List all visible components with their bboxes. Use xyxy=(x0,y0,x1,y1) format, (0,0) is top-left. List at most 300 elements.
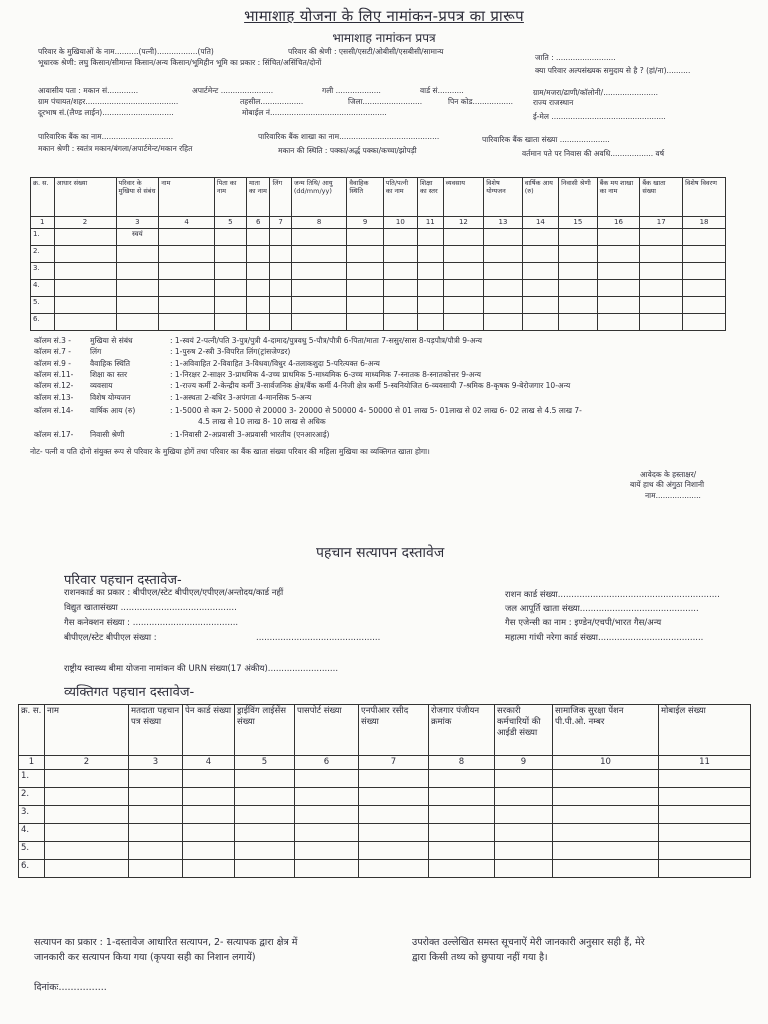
legend-codes: : 1-अस्थता 2-बधिर 3-अपंगता 4-मानसिक 5-अन्य xyxy=(170,393,312,402)
table-cell[interactable] xyxy=(270,314,291,331)
table-cell[interactable] xyxy=(484,263,522,280)
table-cell[interactable] xyxy=(116,280,159,297)
col-header: लिंग xyxy=(270,178,291,217)
row-number: 4. xyxy=(19,824,45,842)
col-number: 11 xyxy=(417,217,443,229)
table-cell[interactable] xyxy=(295,860,359,878)
table-cell[interactable] xyxy=(291,280,347,297)
col-number: 11 xyxy=(659,756,751,770)
table-cell[interactable] xyxy=(116,263,159,280)
row-number: 1. xyxy=(31,229,55,246)
table-cell[interactable] xyxy=(54,263,116,280)
legend-field-name: व्यवसाय xyxy=(90,381,113,390)
table-cell[interactable] xyxy=(159,263,215,280)
col-number: 13 xyxy=(484,217,522,229)
tehsil-field[interactable]: तहसील.................. xyxy=(240,97,304,106)
table-cell[interactable] xyxy=(597,229,640,246)
table-cell[interactable] xyxy=(45,842,129,860)
legend-column: कॉलम सं.13- xyxy=(34,393,74,402)
table-cell[interactable] xyxy=(359,770,429,788)
col-header: सामाजिक सुरक्षा पेंशन पी.पी.ओ. नम्बर xyxy=(553,705,659,756)
legend-column: कॉलम सं.12- xyxy=(34,381,74,390)
table-cell[interactable] xyxy=(553,860,659,878)
table-cell[interactable] xyxy=(129,824,183,842)
table-cell[interactable] xyxy=(246,229,270,246)
col-number: 10 xyxy=(553,756,659,770)
water-account-field[interactable]: जल आपूर्ति खाता संख्या............................................ xyxy=(505,604,699,614)
table-row xyxy=(19,806,751,824)
table-cell[interactable] xyxy=(270,297,291,314)
table-cell[interactable] xyxy=(295,806,359,824)
table-cell[interactable] xyxy=(183,806,235,824)
state-field: राज्य राजस्थान xyxy=(533,98,574,107)
table-cell[interactable] xyxy=(347,263,383,280)
table-row xyxy=(31,229,726,246)
table-cell[interactable] xyxy=(45,860,129,878)
table-cell[interactable] xyxy=(484,229,522,246)
table-cell[interactable] xyxy=(659,806,751,824)
legend-codes: : 1-स्वयं 2-पत्नी/पति 3-पुत्र/पुत्री 4-दामाद/पुत्रवधु 5-पौत्र/पौत्री 6-पिता/माता 7-ससुर/सास 8-पड़पौत्र/पौत्री 9-अन्य xyxy=(170,336,482,345)
table-cell[interactable] xyxy=(383,297,417,314)
legend-field-name: विशेष योग्यजन xyxy=(90,393,131,402)
personal-docs-table xyxy=(18,704,751,878)
legend-field-name: वैवाहिक स्थिति xyxy=(90,359,131,368)
table-cell[interactable] xyxy=(659,788,751,806)
ration-card-type-field[interactable]: राशनकार्ड का प्रकार : बीपीएल/स्टेट बीपीएल/एपीएल/अन्तोदय/कार्ड नहीं xyxy=(64,588,284,598)
table-cell[interactable] xyxy=(522,280,558,297)
table-cell[interactable] xyxy=(270,263,291,280)
landholder-category-field[interactable]: भूधारक श्रेणी: लघु किसान/सीमान्त किसान/अन्य किसान/भूमिहीन भूमि का प्रकार : सिंचित/असिंचित/दोनों xyxy=(38,58,322,67)
col-number: 7 xyxy=(359,756,429,770)
declaration-text-2: द्वारा किसी तथ्य को छुपाया नहीं गया है। xyxy=(412,952,548,963)
verification-type-text: सत्यापन का प्रकार : 1-दस्तावेज आधारित सत्यापन, 2- सत्यापक द्वारा क्षेत्र में xyxy=(34,937,298,948)
table-cell[interactable] xyxy=(659,824,751,842)
table-cell[interactable] xyxy=(683,297,726,314)
table-cell[interactable] xyxy=(159,314,215,331)
table-cell[interactable] xyxy=(291,297,347,314)
table-cell[interactable] xyxy=(522,314,558,331)
table-cell[interactable] xyxy=(183,770,235,788)
table-cell[interactable] xyxy=(443,314,484,331)
verification-type-text-2: जानकारी कर सत्यापन किया गया (कृपया सही का निशान लगायें) xyxy=(34,952,256,963)
table-cell[interactable] xyxy=(214,263,246,280)
col-header: एनपीआर रसीद संख्या xyxy=(359,705,429,756)
table-cell[interactable] xyxy=(235,770,295,788)
declaration-text: उपरोक्त उल्लेखित समस्त सूचनाऐं मेरी जानकारी अनुसार सही हैं, मेरे xyxy=(412,937,645,948)
table-cell[interactable] xyxy=(45,770,129,788)
legend-column: कॉलम सं.17- xyxy=(34,430,74,439)
table-cell[interactable] xyxy=(347,229,383,246)
thumbprint-label: बायें हाथ की अंगुठा निशानी xyxy=(630,480,705,489)
gas-connection-field[interactable]: गैस कनेक्शन संख्या : ....................................... xyxy=(64,618,239,628)
table-cell[interactable] xyxy=(559,246,597,263)
table-header-row xyxy=(31,178,726,217)
col-header: निवासी श्रेणी xyxy=(559,178,597,217)
table-cell[interactable] xyxy=(683,263,726,280)
table-cell[interactable] xyxy=(640,263,683,280)
date-field[interactable]: दिनांकः................ xyxy=(34,982,107,993)
table-cell[interactable] xyxy=(553,824,659,842)
table-cell[interactable] xyxy=(54,246,116,263)
table-cell[interactable] xyxy=(270,280,291,297)
table-row xyxy=(31,246,726,263)
col-number: 7 xyxy=(270,217,291,229)
rsby-urn-field[interactable]: राष्ट्रीय स्वास्थ्य बीमा योजना नामांकन की URN संख्या(17 अंकीय).......................... xyxy=(64,664,339,674)
table-cell[interactable] xyxy=(183,842,235,860)
ration-card-number-field[interactable]: राशन कार्ड संख्या............................................................ xyxy=(505,590,720,600)
house-number-field[interactable]: आवासीय पता : मकान सं............. xyxy=(38,86,139,95)
row-number: 5. xyxy=(19,842,45,860)
legend-field-name: वार्षिक आय (रु) xyxy=(90,406,136,415)
col-number: 14 xyxy=(522,217,558,229)
col-header: विशेष योग्यजन xyxy=(484,178,522,217)
table-cell[interactable] xyxy=(235,824,295,842)
panchayat-field[interactable]: ग्राम पंचायत/शहर....................................... xyxy=(38,97,179,106)
col-header: जन्म तिथि/ आयु (dd/mm/yy) xyxy=(291,178,347,217)
table-cell[interactable] xyxy=(522,297,558,314)
house-condition-field[interactable]: मकान की स्थिति : पक्का/अर्द्ध पक्का/कच्चा/झोपड़ी xyxy=(278,146,417,155)
col-header: नाम xyxy=(159,178,215,217)
table-cell[interactable] xyxy=(270,229,291,246)
minority-field[interactable]: क्या परिवार अल्पसंख्यक समुदाय से है ? (हां/ना).......... xyxy=(535,66,691,75)
table-cell[interactable] xyxy=(54,280,116,297)
table-cell[interactable] xyxy=(417,297,443,314)
form-subtitle: भामाशाह नामांकन प्रपत्र xyxy=(332,31,436,45)
legend-field-name: लिंग xyxy=(90,347,102,356)
table-cell[interactable] xyxy=(597,280,640,297)
table-cell[interactable] xyxy=(246,246,270,263)
table-cell[interactable] xyxy=(246,297,270,314)
row-number: 3. xyxy=(31,263,55,280)
table-cell[interactable] xyxy=(183,824,235,842)
table-cell[interactable] xyxy=(129,842,183,860)
table-cell[interactable] xyxy=(429,860,495,878)
table-cell[interactable] xyxy=(484,297,522,314)
table-cell[interactable] xyxy=(417,280,443,297)
table-cell[interactable] xyxy=(659,842,751,860)
table-cell[interactable] xyxy=(484,314,522,331)
row-number: 1. xyxy=(19,770,45,788)
legend-field-name: निवासी श्रेणी xyxy=(90,430,125,439)
table-cell[interactable] xyxy=(347,297,383,314)
table-cell[interactable] xyxy=(443,280,484,297)
village-field[interactable]: ग्राम/मजरा/ढाणी/कॉलोनी/....................... xyxy=(533,88,659,97)
legend-column: कॉलम सं.9 - xyxy=(34,359,71,368)
table-cell[interactable] xyxy=(129,788,183,806)
col-header: क्र. स. xyxy=(19,705,45,756)
table-cell[interactable] xyxy=(683,246,726,263)
table-cell[interactable] xyxy=(443,263,484,280)
col-header: व्यवसाय xyxy=(443,178,484,217)
row-number: 2. xyxy=(19,788,45,806)
table-cell[interactable] xyxy=(559,297,597,314)
table-cell[interactable] xyxy=(295,824,359,842)
table-cell[interactable] xyxy=(417,263,443,280)
col-header: परिवार के मुखिया से संबंध xyxy=(116,178,159,217)
table-cell[interactable] xyxy=(597,314,640,331)
table-cell[interactable] xyxy=(183,788,235,806)
table-cell[interactable] xyxy=(597,297,640,314)
table-cell[interactable] xyxy=(159,229,215,246)
table-cell[interactable] xyxy=(443,246,484,263)
col-number: 4 xyxy=(183,756,235,770)
table-cell[interactable] xyxy=(270,246,291,263)
caste-field[interactable]: जाति : ......................... xyxy=(535,53,616,62)
legend-codes: : 1-पुरुष 2-स्त्री 3-विपरित लिंग(ट्रांसजेण्डर) xyxy=(170,347,291,356)
row-number: 5. xyxy=(31,297,55,314)
legend-field-name: शिक्षा का स्तर xyxy=(90,370,128,379)
col-number: 18 xyxy=(683,217,726,229)
table-cell[interactable] xyxy=(383,314,417,331)
bpl-number-label: बीपीएल/स्टेट बीपीएल संख्या : xyxy=(64,633,157,643)
table-cell[interactable] xyxy=(429,788,495,806)
gas-agency-field[interactable]: गैस एजेन्सी का नाम : इण्डेन/एचपी/भारत गैस/अन्य xyxy=(505,618,662,628)
table-cell[interactable] xyxy=(553,770,659,788)
legend-codes: : 1-5000 से कम 2- 5000 से 20000 3- 20000 से 50000 4- 50000 से 01 लाख 5- 01लाख से 02 लाख 6- 02 लाख से 4.5 लाख 7- xyxy=(170,406,582,415)
table-cell[interactable] xyxy=(359,788,429,806)
table-cell[interactable] xyxy=(45,788,129,806)
table-cell[interactable] xyxy=(683,229,726,246)
table-cell[interactable] xyxy=(597,246,640,263)
col-header: बैंक मय शाखा का नाम xyxy=(597,178,640,217)
table-cell[interactable] xyxy=(443,229,484,246)
table-cell[interactable] xyxy=(640,297,683,314)
table-cell[interactable] xyxy=(116,297,159,314)
table-cell[interactable] xyxy=(159,246,215,263)
col-number: 10 xyxy=(383,217,417,229)
table-cell[interactable] xyxy=(291,246,347,263)
table-cell[interactable] xyxy=(553,806,659,824)
col-number: 1 xyxy=(19,756,45,770)
table-cell[interactable] xyxy=(495,806,553,824)
personal-docs-heading: व्यक्तिगत पहचान दस्तावेज- xyxy=(64,685,195,700)
col-number: 1 xyxy=(31,217,55,229)
col-number: 12 xyxy=(443,217,484,229)
table-cell[interactable] xyxy=(640,246,683,263)
table-cell[interactable] xyxy=(383,280,417,297)
nrega-card-field[interactable]: महात्मा गांधी नरेगा कार्ड संख्या....................................... xyxy=(505,633,704,643)
row-number: 6. xyxy=(31,314,55,331)
table-cell[interactable] xyxy=(640,280,683,297)
table-cell[interactable] xyxy=(214,280,246,297)
col-header: आधार संख्या xyxy=(54,178,116,217)
col-header: मोबाईल संख्या xyxy=(659,705,751,756)
table-cell[interactable] xyxy=(295,770,359,788)
mobile-field[interactable]: मोबाईल नं................................................. xyxy=(242,108,387,117)
table-cell[interactable] xyxy=(383,229,417,246)
table-cell[interactable] xyxy=(347,280,383,297)
table-cell[interactable] xyxy=(683,314,726,331)
bank-name-field[interactable]: पारिवारिक बैंक का नाम.............................. xyxy=(38,132,174,141)
table-row xyxy=(19,770,751,788)
table-cell[interactable] xyxy=(129,860,183,878)
table-cell[interactable] xyxy=(417,246,443,263)
pincode-field[interactable]: पिन कोड................. xyxy=(448,97,513,106)
row-number: 6. xyxy=(19,860,45,878)
table-cell[interactable] xyxy=(214,314,246,331)
table-cell[interactable] xyxy=(246,280,270,297)
table-row xyxy=(19,842,751,860)
col-header: पिता का नाम xyxy=(214,178,246,217)
col-header: वैवाहिक स्थिति xyxy=(347,178,383,217)
table-cell[interactable] xyxy=(559,229,597,246)
table-cell[interactable] xyxy=(383,246,417,263)
table-cell[interactable] xyxy=(45,806,129,824)
table-cell[interactable] xyxy=(295,842,359,860)
table-cell[interactable] xyxy=(495,842,553,860)
col-number: 5 xyxy=(235,756,295,770)
col-number: 3 xyxy=(129,756,183,770)
legend-codes: : 1-राज्य कर्मी 2-केन्द्रीय कर्मी 3-सार्वजनिक क्षेत्र/बैंक कर्मी 4-निजी क्षेत्र कर्मी 5-स्वनियोजित 6-व्यवसायी 7-श्रमिक 8-कृषक 9-बेरोजगार 10-अन्य xyxy=(170,381,571,390)
table-cell[interactable] xyxy=(45,824,129,842)
col-number: 5 xyxy=(214,217,246,229)
col-number: 2 xyxy=(54,217,116,229)
table-cell[interactable] xyxy=(484,246,522,263)
landline-field[interactable]: दूरभाष सं.(लैण्ड लाईन).............................. xyxy=(38,108,174,117)
table-cell[interactable] xyxy=(522,246,558,263)
table-cell[interactable] xyxy=(291,314,347,331)
table-cell[interactable] xyxy=(559,280,597,297)
col-number: 8 xyxy=(429,756,495,770)
col-number: 15 xyxy=(559,217,597,229)
family-heads-field[interactable]: परिवार के मुखियाओं के नाम..........(पत्नी).................(पति) xyxy=(38,47,214,56)
table-cell[interactable] xyxy=(347,314,383,331)
table-cell[interactable] xyxy=(429,806,495,824)
table-cell[interactable] xyxy=(383,263,417,280)
legend-codes: : 1-अविवाहित 2-विवाहित 3-विधवा/विधुर 4-तलाकशुदा 5-परित्यक्त 6-अन्य xyxy=(170,359,380,368)
table-cell[interactable] xyxy=(359,824,429,842)
table-cell[interactable] xyxy=(235,806,295,824)
residence-duration-field[interactable]: वर्तमान पते पर निवास की अवधि.................. वर्ष xyxy=(522,149,665,158)
bank-account-field[interactable]: पारिवारिक बैंक खाता संख्या ..................... xyxy=(482,135,610,144)
table-header-row xyxy=(19,705,751,756)
table-cell[interactable] xyxy=(235,842,295,860)
table-cell[interactable] xyxy=(359,842,429,860)
house-category-field[interactable]: मकान श्रेणी : स्वतंत्र मकान/बंगला/अपार्टमेन्ट/मकान रहित xyxy=(38,144,193,153)
table-cell[interactable] xyxy=(443,297,484,314)
table-cell[interactable] xyxy=(429,842,495,860)
table-cell[interactable] xyxy=(495,824,553,842)
email-field[interactable]: ई-मेल ................................................ xyxy=(533,112,666,121)
electricity-account-field[interactable]: विद्युत खातासंख्या ........................................... xyxy=(64,603,237,613)
table-cell[interactable] xyxy=(214,229,246,246)
table-cell[interactable] xyxy=(495,860,553,878)
table-cell[interactable] xyxy=(54,297,116,314)
page-title: भामाशाह योजना के लिए नामांकन-प्रपत्र का प्रारूप xyxy=(244,7,524,25)
table-cell[interactable] xyxy=(640,314,683,331)
col-number: 6 xyxy=(295,756,359,770)
district-field[interactable]: जिला......................... xyxy=(348,97,423,106)
table-cell[interactable] xyxy=(246,314,270,331)
table-cell[interactable] xyxy=(429,824,495,842)
table-cell[interactable] xyxy=(54,314,116,331)
table-cell[interactable] xyxy=(291,229,347,246)
legend-column: कॉलम सं.7 - xyxy=(34,347,71,356)
col-number: 17 xyxy=(640,217,683,229)
legend-codes: 4.5 लाख से 10 लाख 8- 10 लाख से अधिक xyxy=(198,417,326,426)
table-cell[interactable] xyxy=(246,263,270,280)
table-cell[interactable] xyxy=(359,806,429,824)
table-row xyxy=(19,860,751,878)
table-row xyxy=(31,263,726,280)
table-cell[interactable] xyxy=(659,770,751,788)
table-cell[interactable] xyxy=(683,280,726,297)
table-cell[interactable] xyxy=(484,280,522,297)
col-header: विशेष विवरण xyxy=(683,178,726,217)
table-cell[interactable] xyxy=(235,788,295,806)
table-cell[interactable] xyxy=(159,297,215,314)
table-cell[interactable] xyxy=(553,788,659,806)
table-cell[interactable] xyxy=(235,860,295,878)
col-header: पति/पत्नी का नाम xyxy=(383,178,417,217)
legend-codes: : 1-निरक्षर 2-साक्षर 3-प्राथमिक 4-उच्च प्राथमिक 5-माध्यमिक 6-उच्च माध्यमिक 7-स्नातक 8-स्नातकोत्तर 9-अन्य xyxy=(170,370,481,379)
table-cell[interactable] xyxy=(116,246,159,263)
table-row xyxy=(31,314,726,331)
col-header: बैंक खाता संख्या xyxy=(640,178,683,217)
street-field[interactable]: गली ................... xyxy=(322,86,381,95)
table-cell[interactable] xyxy=(214,297,246,314)
table-cell[interactable] xyxy=(295,788,359,806)
table-cell[interactable] xyxy=(417,314,443,331)
row-number: 2. xyxy=(31,246,55,263)
table-cell[interactable] xyxy=(116,314,159,331)
legend-codes: : 1-निवासी 2-अप्रवासी 3-अप्रवासी भारतीय (एनआरआई) xyxy=(170,430,330,439)
table-cell[interactable] xyxy=(291,263,347,280)
col-number: 9 xyxy=(495,756,553,770)
legend-field-name: मुखिया से संबंध xyxy=(90,336,133,345)
table-cell[interactable] xyxy=(659,860,751,878)
table-cell[interactable] xyxy=(429,770,495,788)
table-cell[interactable] xyxy=(522,229,558,246)
table-cell[interactable] xyxy=(129,806,183,824)
col-header: ड्राईविंग लाईसेंस संख्या xyxy=(235,705,295,756)
col-header: क्र. स. xyxy=(31,178,55,217)
col-header: नाम xyxy=(45,705,129,756)
bank-branch-field[interactable]: पारिवारिक बैंक शाखा का नाम.......................................... xyxy=(258,132,440,141)
relation-cell[interactable]: स्वयं xyxy=(116,229,159,246)
table-cell[interactable] xyxy=(54,229,116,246)
table-cell[interactable] xyxy=(347,246,383,263)
table-cell[interactable] xyxy=(522,263,558,280)
table-cell[interactable] xyxy=(553,842,659,860)
col-number: 8 xyxy=(291,217,347,229)
table-cell[interactable] xyxy=(183,860,235,878)
table-cell[interactable] xyxy=(559,263,597,280)
signature-name-field[interactable]: नाम................... xyxy=(645,491,701,500)
table-cell[interactable] xyxy=(640,229,683,246)
legend-column: कॉलम सं.14- xyxy=(34,406,74,415)
col-number: 3 xyxy=(116,217,159,229)
table-cell[interactable] xyxy=(359,860,429,878)
table-row xyxy=(19,824,751,842)
table-cell[interactable] xyxy=(214,246,246,263)
table-cell[interactable] xyxy=(129,770,183,788)
table-cell[interactable] xyxy=(559,314,597,331)
apartment-field[interactable]: अपार्टमेन्ट ...................... xyxy=(192,86,274,95)
family-category-field[interactable]: परिवार की श्रेणी : एससी/एसटी/ओबीसी/एसबीसी/सामान्य xyxy=(288,47,444,56)
signature-label: आवेदक के हस्ताक्षर/ xyxy=(640,470,697,479)
table-cell[interactable] xyxy=(597,263,640,280)
table-cell[interactable] xyxy=(417,229,443,246)
table-cell[interactable] xyxy=(495,770,553,788)
table-cell[interactable] xyxy=(495,788,553,806)
col-header: शिक्षा का स्तर xyxy=(417,178,443,217)
bpl-number-field[interactable]: .............................................. xyxy=(256,633,381,643)
section-title: पहचान सत्यापन दस्तावेज xyxy=(316,545,445,561)
family-docs-heading: परिवार पहचान दस्तावेज- xyxy=(64,573,182,588)
table-cell[interactable] xyxy=(159,280,215,297)
ward-field[interactable]: वार्ड सं........... xyxy=(420,86,464,95)
